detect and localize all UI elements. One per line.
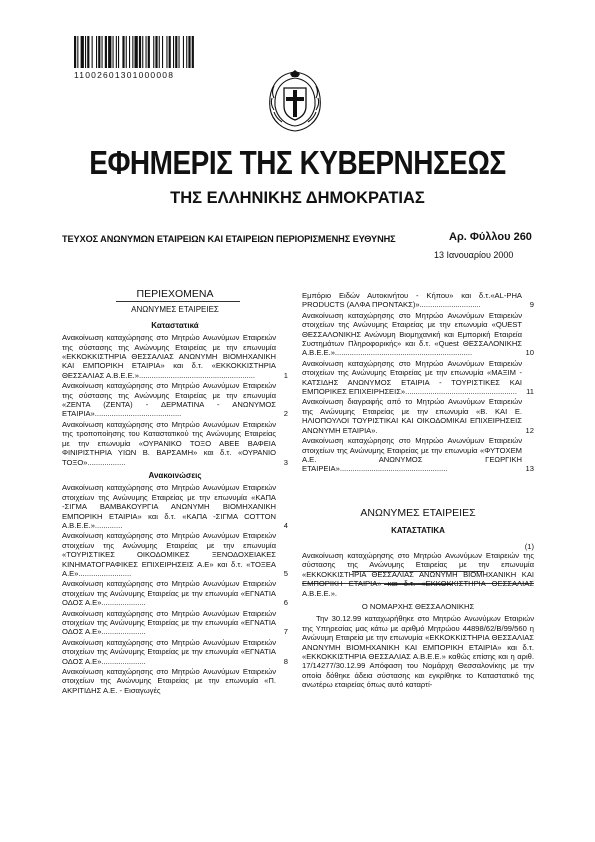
- barcode-bar: [183, 36, 184, 68]
- barcode-bar: [162, 36, 163, 68]
- barcode-bar: [122, 36, 124, 68]
- toc-entry-text: Ανακοίνωση καταχώρησης στο Μητρώο Ανωνύμων Εταιρειών στοιχείων της Ανώνυμης Εταιρείας με την επωνυμία «ΦΥΤΟΧΕΜ Α.Ε. ΑΝΩΝΥΜΟΣ ΓΕΩΡΓΙΚΗ ΕΤΑΙΡΕΙΑ»...................................................: [302, 436, 522, 474]
- barcode-bar: [85, 36, 86, 68]
- barcode-bar: [74, 36, 76, 68]
- toc-entry-text: Ανακοίνωση καταχώρησης στο Μητρώο Ανωνύμων Εταιρειών στοιχείων της Ανώνυμης Εταιρείας με την επωνυμία «ΜΑΞΙΜ - ΚΑΤΣΙΔΗΣ ΑΝΩΝΥΜΟΣ ΕΤΑΙΡΙΑ - ΤΟΥΡΙΣΤΙΚΕΣ ΚΑΙ ΕΜΠΟΡΙΚΕΣ ΕΠΙΧΕΙΡΗΣΕΙΣ».....................................................: [302, 358, 522, 397]
- toc-left-column: [62, 290, 288, 696]
- toc-entry[interactable]: [62, 531, 288, 578]
- barcode-bar: [81, 36, 84, 68]
- toc-entry[interactable]: [62, 420, 288, 467]
- barcode-bar: [166, 36, 167, 68]
- section-heading: ΑΝΩΝΥΜΕΣ ΕΤΑΙΡΕΙΕΣ: [360, 506, 476, 519]
- toc-entry[interactable]: [62, 667, 288, 695]
- gazette-title: ΕΦΗΜΕΡΙΣ ΤΗΣ ΚΥΒΕΡΝΗΣΕΩΣ: [89, 144, 506, 182]
- barcode-bar: [142, 36, 143, 68]
- barcode-bar: [135, 36, 138, 68]
- barcode-bar: [96, 36, 97, 68]
- toc-entry-text: Ανακοίνωση καταχώρησης στο Μητρώο Ανωνύμων Εταιρειών στοιχείων της Ανώνυμης Εταιρείας με την επωνυμία «ΤΟΥΡΙΣΤΙΚΕΣ ΟΙΚΟΔΟΜΙΚΕΣ ΞΕΝΟΔΟΧΕΙΑΚΕΣ ΚΙΝΗΜΑΤΟΓΡΑΦΙΚΕΣ ΕΠΙΧΕΙΡΗΣΕΙΣ Α.Ε» και δ.τ. «ΤΟΞΕΑ Α.Ε».........................: [62, 531, 276, 578]
- toc-entry-page: 6: [283, 598, 288, 608]
- gazette-subtitle: ΤΗΣ ΕΛΛΗΝΙΚΗΣ ΔΗΜΟΚΡΑΤΙΑΣ: [170, 189, 425, 207]
- toc-entry-text: Εμπόριο Ειδών Αυτοκινήτου - Κήπου» και δ.τ.«ΑL-PHA PRODUCTS (ΑΛΦΑ ΠΡΟΝΤΑΚΣ)».............................: [302, 291, 522, 310]
- toc-entry[interactable]: [302, 311, 534, 358]
- barcode-bar: [188, 36, 190, 68]
- toc-entry-text: Ανακοίνωση διαγραφής από το Μητρώο Ανωνύμων Εταιρειών της Ανώνυμης Εταιρείας με την επωνυμία «Β. ΚΑΙ Ε. ΗΛΙΟΠΟΥΛΟΙ ΤΟΥΡΙΣΤΙΚΑΙ ΚΑΙ ΟΙΚΟΔΟΜΙΚΑΙ ΕΠΙΧΕΙΡΗΣΕΙΣ ΑΝΩΝΥΜΗ ΕΤΑΙΡΙΑ».: [302, 397, 522, 435]
- barcode-bar: [87, 36, 89, 68]
- issue-type: ΤΕΥΧΟΣ ΑΝΩΝΥΜΩΝ ΕΤΑΙΡΕΙΩΝ ΚΑΙ ΕΤΑΙΡΕΙΩΝ ΠΕΡΙΟΡΙΣΜΕΝΗΣ ΕΥΘΥΝΗΣ: [62, 234, 396, 244]
- toc-group-title: Καταστατικά: [151, 320, 199, 330]
- barcode-bar: [192, 36, 194, 68]
- toc-entry[interactable]: [62, 381, 288, 419]
- toc-entry-text: Ανακοίνωση καταχώρησης στο Μητρώο Ανωνύμων Εταιρειών στοιχείων της Ανώνυμης Εταιρείας με την επωνυμία «ΕΓΝΑΤΙΑ ΟΔΟΣ Α.Ε».....................: [62, 637, 276, 666]
- barcode-bar: [153, 36, 154, 68]
- prefect-heading: Ο ΝΟΜΑΡΧΗΣ ΘΕΣΣΑΛΟΝΙΚΗΣ: [361, 601, 475, 611]
- barcode-bar: [126, 36, 127, 68]
- section-subheading: ΚΑΤΑΣΤΑΤΙΚΑ: [391, 526, 445, 536]
- toc-entry-text: Ανακοίνωση καταχώρησης στο Μητρώο Ανωνύμων Εταιρειών στοιχείων της Ανώνυμης Εταιρείας με την επωνυμία «ΚΑΠΑ -ΣΙΓΜΑ ΒΑΜΒΑΚΟΥΡΓΙΑ ΑΝΩΝΥΜΗ ΒΙΟΜΗΧΑΝΙΚΗ ΕΜΠΟΡΙΚΗ ΕΤΑΙΡΙΑ» και δ.τ. «ΚΑΠΑ -ΣΙΓΜΑ COTTON Α.Β.Ε.Ε.».............: [62, 483, 276, 530]
- barcode-number: 11002601301000008: [74, 70, 175, 80]
- sheet-number: Αρ. Φύλλου 260: [449, 231, 532, 243]
- notice-body: Την 30.12.99 καταχωρήθηκε στο Μητρώο Ανωνύμων Εταιριών της Υπηρεσίας μας κάτω με αριθμό Μητρώου 44898/62/Β/99/560 η Ανώνυμη Εταιρεία με την επωνυμία «ΕΚΚΟΚΚΙΣΤΗΡΙΑ ΘΕΣΣΑΛΙΑΣ ΑΝΩΝΥΜΗ ΒΙΟΜΗΧΑΝΙΚΗ ΚΑΙ ΕΜΠΟΡΙΚΗ ΕΤΑΙΡΙΑ» και δ.τ. «ΕΚΚΟΚΚΙΣΤΗΡΙΑ ΘΕΣΣΑΛΙΑΣ Α.Β.Ε.Ε.» καθώς επίσης και η αριθ. 17/14277/30.12.99 Απόφαση του Νομάρχη Θεσσαλονίκης με την οποία δόθηκε άδεια σύστασης και εγκρίθηκε το Καταστατικό της ανωτέρω εταιρείας όπως αυτό καταρτί-: [302, 614, 534, 690]
- toc-entry[interactable]: [62, 609, 288, 637]
- toc-entry[interactable]: [62, 638, 288, 666]
- toc-entry-text: Ανακοίνωση καταχώρησης στο Μητρώο Ανωνύμων Εταιρειών στοιχείων της Ανώνυμης Εταιρείας με την επωνυμία «QUEST ΘΕΣΣΑΛΟΝΙΚΗΣ Ανώνυμη Βιομηχανική και Εμπορική Εταιρεία Συστημάτων Πληροφορικής» και δ.τ. «Quest ΘΕΣΣΑΛΟΝΙΚΗΣ Α.Β.Ε.Ε.».................................................................: [302, 310, 522, 358]
- toc-entry[interactable]: [302, 397, 534, 435]
- toc-entry-page: 13: [525, 464, 534, 474]
- barcode-bar: [98, 36, 100, 68]
- barcode-bar: [102, 36, 103, 68]
- barcode-bar: [118, 36, 119, 68]
- barcode-bar: [159, 36, 160, 68]
- toc-entry-page: 11: [526, 387, 534, 397]
- barcode-bar: [186, 36, 187, 68]
- toc-entry-text: Ανακοίνωση καταχώρησης στο Μητρώο Ανωνύμων Εταιρειών της σύστασης της Ανώνυμης Εταιρείας με την επωνυμία «ΕΚΚΟΚΚΙΣΤΗΡΙΑ ΘΕΣΣΑΛΙΑΣ ΑΝΩΝΥΜΗ ΒΙΟΜΗΧΑΝΙΚΗ ΚΑΙ ΕΜΠΟΡΙΚΗ ΕΤΑΙΡΙΑ» και δ.τ. «ΕΚΚΟΚΚΙΣΤΗΡΙΑ ΘΕΣΣΑΛΙΑΣ Α.Β.Ε.Ε.».......................................................: [62, 333, 276, 380]
- toc-entry-page: 3: [283, 457, 288, 467]
- toc-entry-page: 5: [283, 568, 288, 578]
- notice-number: (1): [524, 541, 534, 551]
- toc-subheading: ΑΝΩΝΥΜΕΣ ΕΤΑΙΡΕΙΕΣ: [131, 305, 219, 315]
- barcode-bar: [148, 36, 150, 68]
- notice-title: Ανακοίνωση καταχώρησης στο Μητρώο Ανωνύμων Εταιρειών της σύστασης της Ανώνυμης Εταιρείας με την επωνυμία «ΕΚΚΟΚΚΙΣΤΗΡΙΑ ΘΕΣΣΑΛΙΑΣ ΑΝΩΝΥΜΗ ΒΙΟΜΗΧΑΝΙΚΗ ΚΑΙ ΕΜΠΟΡΙΚΗ ΕΤΑΙΡΙΑ» και δ.τ. «ΕΚΚΟΚΚΙΣΤΗΡΙΑ ΘΕΣΣΑΛΙΑΣ Α.Β.Ε.Ε.».: [302, 550, 534, 598]
- toc-entry-page: 9: [529, 300, 534, 310]
- issue-date: 13 Ιανουαρίου 2000: [434, 250, 514, 260]
- toc-entry[interactable]: [62, 333, 288, 380]
- barcode-bar: [146, 36, 147, 68]
- toc-entry[interactable]: [302, 436, 534, 474]
- barcode-bar: [155, 36, 157, 68]
- toc-entry-page: 10: [525, 348, 534, 358]
- toc-entry[interactable]: [62, 579, 288, 607]
- toc-entry-text: Ανακοίνωση καταχώρησης στο Μητρώο Ανωνύμων Εταιρειών της σύστασης της Ανώνυμης Εταιρείας με την επωνυμία «ΖΕΝΤΑ (ΖΕΝΤΑ) - ΔΕΡΜΑΤΙΝΑ - ΑΝΩΝΥΜΟΣ ΕΤΑΙΡΙΑ».........................................: [62, 381, 276, 419]
- barcode-bar: [105, 36, 107, 68]
- barcode-bar: [179, 36, 180, 68]
- barcode-bar: [175, 36, 177, 68]
- toc-entry-text: Ανακοίνωση καταχώρησης στο Μητρώο Ανωνύμων Εταιρειών στοιχείων της Ανώνυμης Εταιρείας με την επωνυμία «ΕΓΝΑΤΙΑ ΟΔΟΣ Α.Ε».....................: [62, 579, 276, 608]
- toc-entry-page: 1: [283, 370, 288, 380]
- right-column: [302, 291, 534, 690]
- toc-entry-page: 4: [283, 520, 288, 530]
- barcode-bar: [116, 36, 117, 68]
- toc-entry-page: 12: [525, 425, 534, 435]
- barcode-bar: [108, 36, 111, 68]
- toc-entry-text: Ανακοίνωση καταχώρησης στο Μητρώο Ανωνύμων Εταιρειών της τροποποίησης του Καταστατικού της Ανώνυμης Εταιρείας με την επωνυμία «ΟΥΡΑΝΙΚΟ ΤΟΞΟ ΑΒΕΕ ΒΑΦΕΙΑ ΦΙΝΙΡΙΣΤΗΡΙΑ ΥΙΩΝ Β. ΒΑΡΣΑΜΗ» και δ.τ. «ΟΥΡΑΝΙΟ ΤΟΞΟ»..................: [62, 419, 276, 467]
- toc-entry-page: 8: [283, 656, 288, 666]
- toc-entry-text: Ανακοίνωση καταχώρησης στο Μητρώο Ανωνύμων Εταιρειών στοιχείων της Ανώνυμης Εταιρείας με την επωνυμία «Π. ΑΚΡΙΤΙΔΗΣ Α.Ε. - Εισαγωγές: [62, 667, 276, 695]
- toc-entry[interactable]: [62, 483, 288, 530]
- barcode: [74, 36, 234, 68]
- barcode-bar: [132, 36, 133, 68]
- greek-coat-of-arms-icon: [262, 68, 328, 134]
- barcode-bar: [139, 36, 141, 68]
- toc-entry-page: 7: [283, 627, 288, 637]
- barcode-bar: [173, 36, 174, 68]
- barcode-bar: [169, 36, 171, 68]
- toc-entry-page: 2: [283, 409, 288, 419]
- toc-entry-text: Ανακοίνωση καταχώρησης στο Μητρώο Ανωνύμων Εταιρειών στοιχείων της Ανώνυμης Εταιρείας με την επωνυμία «ΕΓΝΑΤΙΑ ΟΔΟΣ Α.Ε».....................: [62, 608, 276, 637]
- toc-group-title: Ανακοινώσεις: [148, 470, 202, 480]
- toc-heading: ΠΕΡΙΕΧΟΜΕΝΑ: [136, 288, 214, 300]
- barcode-bar: [92, 36, 93, 68]
- toc-entry[interactable]: [302, 291, 534, 310]
- barcode-bar: [113, 36, 114, 68]
- barcode-bar: [129, 36, 130, 68]
- barcode-bar: [77, 36, 78, 68]
- toc-entry[interactable]: [302, 359, 534, 397]
